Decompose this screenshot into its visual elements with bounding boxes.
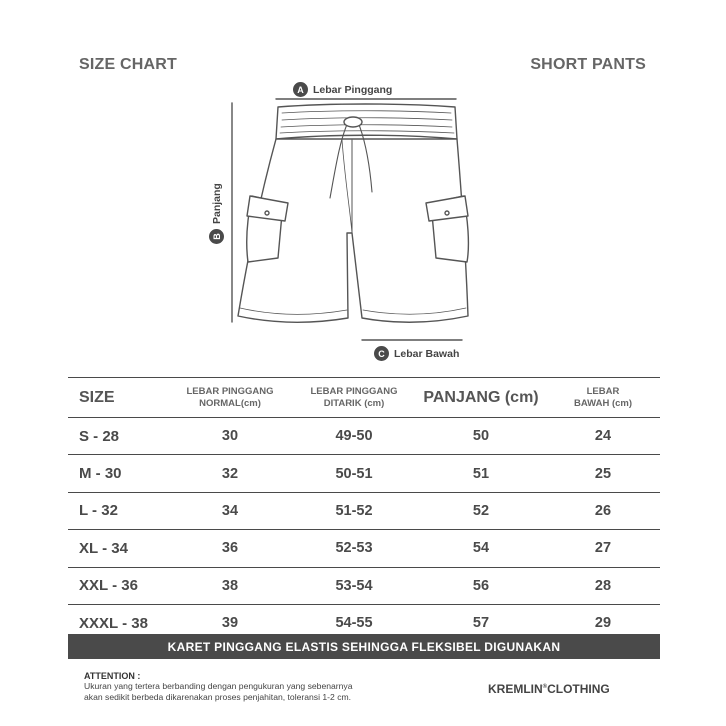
cell-waist-normal: 34: [168, 492, 292, 529]
table-row: [68, 492, 660, 529]
elastic-waist-banner: KARET PINGGANG ELASTIS SEHINGGA FLEKSIBEL DIGUNAKAN: [68, 634, 660, 659]
cell-waist-stretched: 50-51: [292, 455, 416, 492]
cell-waist-stretched: 53-54: [292, 567, 416, 604]
cell-hem: 25: [546, 455, 660, 492]
cell-length: 56: [416, 567, 546, 604]
cell-waist-normal: 38: [168, 567, 292, 604]
product-type-title: SHORT PANTS: [530, 56, 646, 73]
cell-length: 52: [416, 492, 546, 529]
cell-size: M - 30: [68, 455, 168, 492]
attention-line-1: Ukuran yang tertera berbanding dengan pengukuran yang sebenarnya: [84, 681, 353, 691]
label-length: [209, 183, 224, 244]
cell-hem: 27: [546, 530, 660, 567]
header-waist-stretched: LEBAR PINGGANG DITARIK (cm): [292, 378, 416, 418]
label-c-marker: C: [374, 346, 389, 361]
cell-size: XXXL - 38: [68, 604, 168, 641]
header-hem-width: LEBAR BAWAH (cm): [546, 378, 660, 418]
cell-length: 51: [416, 455, 546, 492]
label-b-marker: B: [209, 229, 224, 244]
cell-waist-normal: 30: [168, 418, 292, 455]
cell-waist-stretched: 52-53: [292, 530, 416, 567]
size-table: [68, 377, 660, 642]
cell-size: XXL - 36: [68, 567, 168, 604]
label-c-text: Lebar Bawah: [394, 347, 460, 360]
label-a-text: Lebar Pinggang: [313, 83, 393, 96]
cell-length: 50: [416, 418, 546, 455]
attention-text: [84, 681, 424, 702]
label-a-marker: A: [293, 82, 308, 97]
size-table-header: [68, 378, 660, 418]
label-b-text: Panjang: [210, 183, 223, 224]
table-row: [68, 567, 660, 604]
cell-waist-normal: 32: [168, 455, 292, 492]
attention-line-2: akan sedikit berbeda dikarenakan proses penjahitan, toleransi 1-2 cm.: [84, 691, 352, 702]
table-row: [68, 530, 660, 567]
cell-waist-stretched: 51-52: [292, 492, 416, 529]
cell-waist-stretched: 49-50: [292, 418, 416, 455]
cell-length: 57: [416, 604, 546, 641]
cell-waist-normal: 39: [168, 604, 292, 641]
cell-hem: 29: [546, 604, 660, 641]
page-title: SIZE CHART: [79, 56, 177, 73]
attention-title: ATTENTION :: [84, 671, 141, 681]
label-hem-width: [374, 346, 459, 361]
brand-logo: KREMLIN®CLOTHING: [488, 682, 610, 696]
cell-hem: 26: [546, 492, 660, 529]
cell-waist-stretched: 54-55: [292, 604, 416, 641]
header-length: PANJANG (cm): [416, 378, 546, 418]
cell-size: L - 32: [68, 492, 168, 529]
table-row: [68, 418, 660, 455]
label-waist-width: [293, 82, 392, 97]
header-size: SIZE: [68, 378, 168, 418]
cell-hem: 28: [546, 567, 660, 604]
cell-length: 54: [416, 530, 546, 567]
cell-size: XL - 34: [68, 530, 168, 567]
table-row: [68, 455, 660, 492]
cell-hem: 24: [546, 418, 660, 455]
waistband: [276, 104, 457, 139]
cell-size: S - 28: [68, 418, 168, 455]
header-waist-normal: LEBAR PINGGANG NORMAL(cm): [168, 378, 292, 418]
cell-waist-normal: 36: [168, 530, 292, 567]
